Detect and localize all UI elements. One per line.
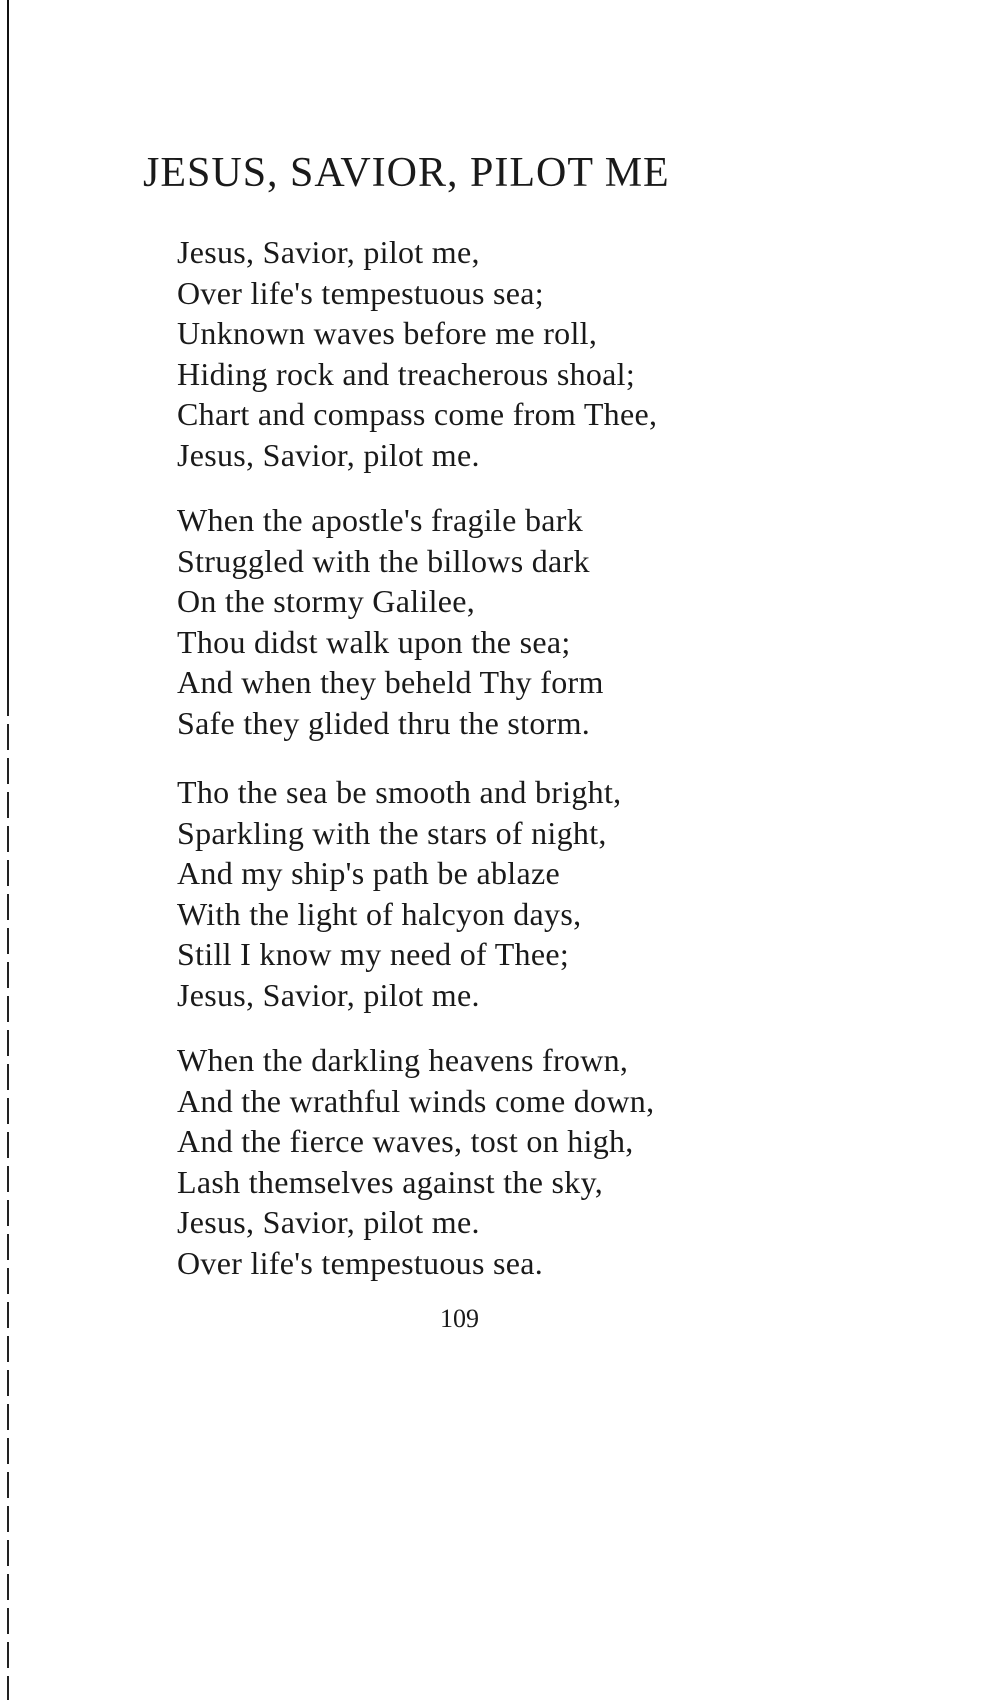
poem-line: Chart and compass come from Thee,	[177, 396, 658, 432]
poem-line: Unknown waves before me roll,	[177, 315, 598, 351]
stanza-4	[177, 1040, 654, 1283]
stanza-3	[177, 772, 621, 1015]
poem-line: Over life's tempestuous sea;	[177, 274, 544, 311]
poem-line: Sparkling with the stars of night,	[177, 814, 607, 851]
poem-line: Jesus, Savior, pilot me.	[177, 436, 480, 473]
stanza-1	[177, 232, 657, 475]
page-number: 109	[440, 1304, 479, 1333]
poem-line: Still I know my need of Thee;	[177, 936, 570, 972]
poem-line: Jesus, Savior, pilot me.	[177, 1204, 480, 1240]
stanza-2	[177, 500, 604, 743]
poem-line: On the stormy Galilee,	[177, 583, 476, 619]
poem-line: Lash themselves against the sky,	[177, 1163, 604, 1200]
poem-line: Jesus, Savior, pilot me,	[177, 234, 480, 270]
poem-line: Jesus, Savior, pilot me.	[177, 976, 480, 1013]
poem-line: Over life's tempestuous sea.	[177, 1244, 544, 1281]
poem-line: And the fierce waves, tost on high,	[177, 1123, 634, 1159]
poem-line: Thou didst walk upon the sea;	[177, 623, 571, 660]
poem-line: Tho the sea be smooth and bright,	[177, 774, 622, 810]
poem-line: And when they beheld Thy form	[177, 664, 604, 700]
poem-line: And the wrathful winds come down,	[177, 1082, 655, 1119]
poem-line: Struggled with the billows dark	[177, 542, 590, 579]
poem-line: With the light of halcyon days,	[177, 895, 582, 932]
page-binding-edge-broken	[7, 690, 9, 1700]
poem-line: Safe they glided thru the storm.	[177, 704, 591, 741]
poem-line: When the apostle's fragile bark	[177, 502, 584, 538]
poem-line: And my ship's path be ablaze	[177, 855, 560, 891]
poem-title: JESUS, SAVIOR, PILOT ME	[143, 150, 670, 196]
poem-line: Hiding rock and treacherous shoal;	[177, 355, 636, 392]
poem-line: When the darkling heavens frown,	[177, 1042, 629, 1078]
